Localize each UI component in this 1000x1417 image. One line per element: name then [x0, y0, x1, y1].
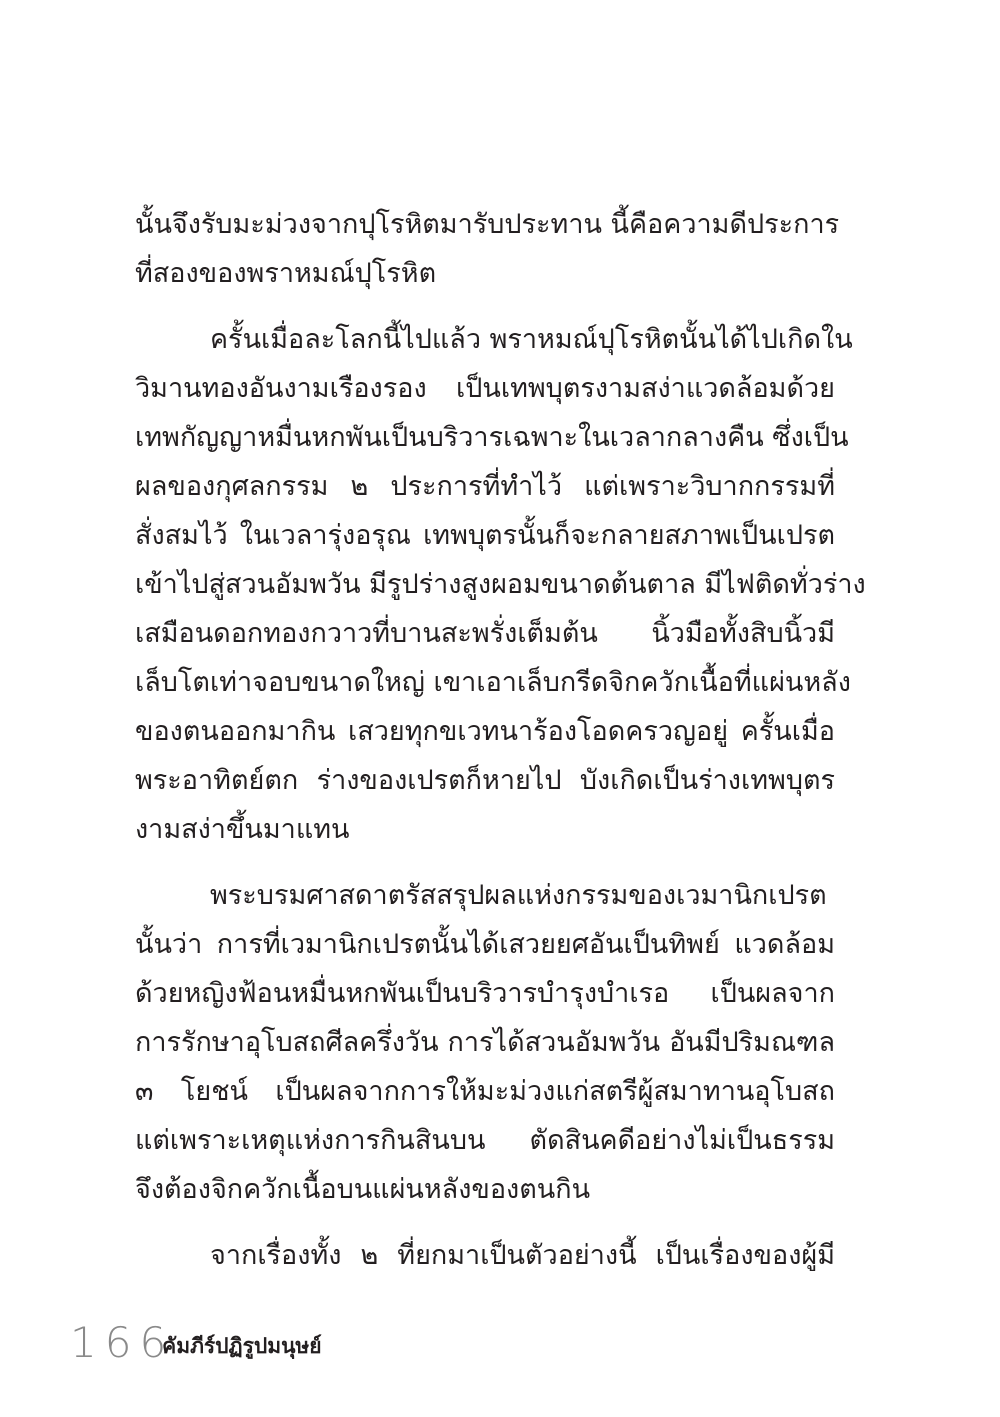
paragraph-3 — [135, 871, 835, 1214]
text-line: งามสง่าขึ้นมาแทน — [135, 814, 350, 845]
page-footer — [70, 1318, 322, 1368]
text-line: การรักษาอุโบสถศีลครึ่งวัน การได้สวนอัมพวัน อันมีปริมณฑล — [135, 1027, 835, 1058]
paragraph-4 — [135, 1231, 835, 1280]
text-line: ที่สองของพราหมณ์ปุโรหิต — [135, 258, 437, 289]
text-line: เทพกัญญาหมื่นหกพันเป็นบริวารเฉพาะในเวลากลางคืน ซึ่งเป็น — [135, 422, 849, 453]
text-line: เล็บโตเท่าจอบขนาดใหญ่ เขาเอาเล็บกรีดจิกควักเนื้อที่แผ่นหลัง — [135, 667, 851, 698]
paragraph-2 — [135, 315, 866, 854]
text-line: พระอาทิตย์ตก ร่างของเปรตก็หายไป บังเกิดเป็นร่างเทพบุตร — [135, 765, 835, 796]
text-line: ๓ โยชน์ เป็นผลจากการให้มะม่วงแก่สตรีผู้สมาทานอุโบสถ — [135, 1076, 835, 1107]
text-line: เข้าไปสู่สวนอัมพวัน มีรูปร่างสูงผอมขนาดต้นตาล มีไฟติดทั่วร่าง — [135, 569, 866, 600]
page-body — [135, 200, 866, 1280]
text-line: แต่เพราะเหตุแห่งการกินสินบน ตัดสินคดีอย่างไม่เป็นธรรม — [135, 1125, 835, 1156]
paragraph-1 — [135, 200, 840, 298]
text-line: พระบรมศาสดาตรัสสรุปผลแห่งกรรมของเวมานิกเปรต — [210, 880, 827, 911]
text-line: ด้วยหญิงฟ้อนหมื่นหกพันเป็นบริวารบำรุงบำเรอ เป็นผลจาก — [135, 978, 835, 1009]
book-title: คัมภีร์ปฏิรูปมนุษย์ — [162, 1334, 322, 1358]
text-line: นั้นว่า การที่เวมานิกเปรตนั้นได้เสวยยศอันเป็นทิพย์ แวดล้อม — [135, 929, 835, 960]
text-line: สั่งสมไว้ ในเวลารุ่งอรุณ เทพบุตรนั้นก็จะกลายสภาพเป็นเปรต — [135, 520, 835, 551]
text-line: จากเรื่องทั้ง ๒ ที่ยกมาเป็นตัวอย่างนี้ เป็นเรื่องของผู้มี — [210, 1240, 835, 1271]
page-number: 166 — [70, 1318, 175, 1367]
text-line: เสมือนดอกทองกวาวที่บานสะพรั่งเต็มต้น นิ้วมือทั้งสิบนิ้วมี — [135, 618, 835, 649]
text-line: ของตนออกมากิน เสวยทุกขเวทนาร้องโอดครวญอยู่ ครั้นเมื่อ — [135, 716, 835, 747]
text-line: นั้นจึงรับมะม่วงจากปุโรหิตมารับประทาน นี้คือความดีประการ — [135, 209, 840, 240]
text-line: จึงต้องจิกควักเนื้อบนแผ่นหลังของตนกิน — [135, 1174, 591, 1205]
text-line: ผลของกุศลกรรม ๒ ประการที่ทำไว้ แต่เพราะวิบากกรรมที่ — [135, 471, 835, 502]
text-line: วิมานทองอันงามเรืองรอง เป็นเทพบุตรงามสง่าแวดล้อมด้วย — [135, 373, 835, 404]
text-line: ครั้นเมื่อละโลกนี้ไปแล้ว พราหมณ์ปุโรหิตนั้นได้ไปเกิดใน — [210, 324, 853, 355]
